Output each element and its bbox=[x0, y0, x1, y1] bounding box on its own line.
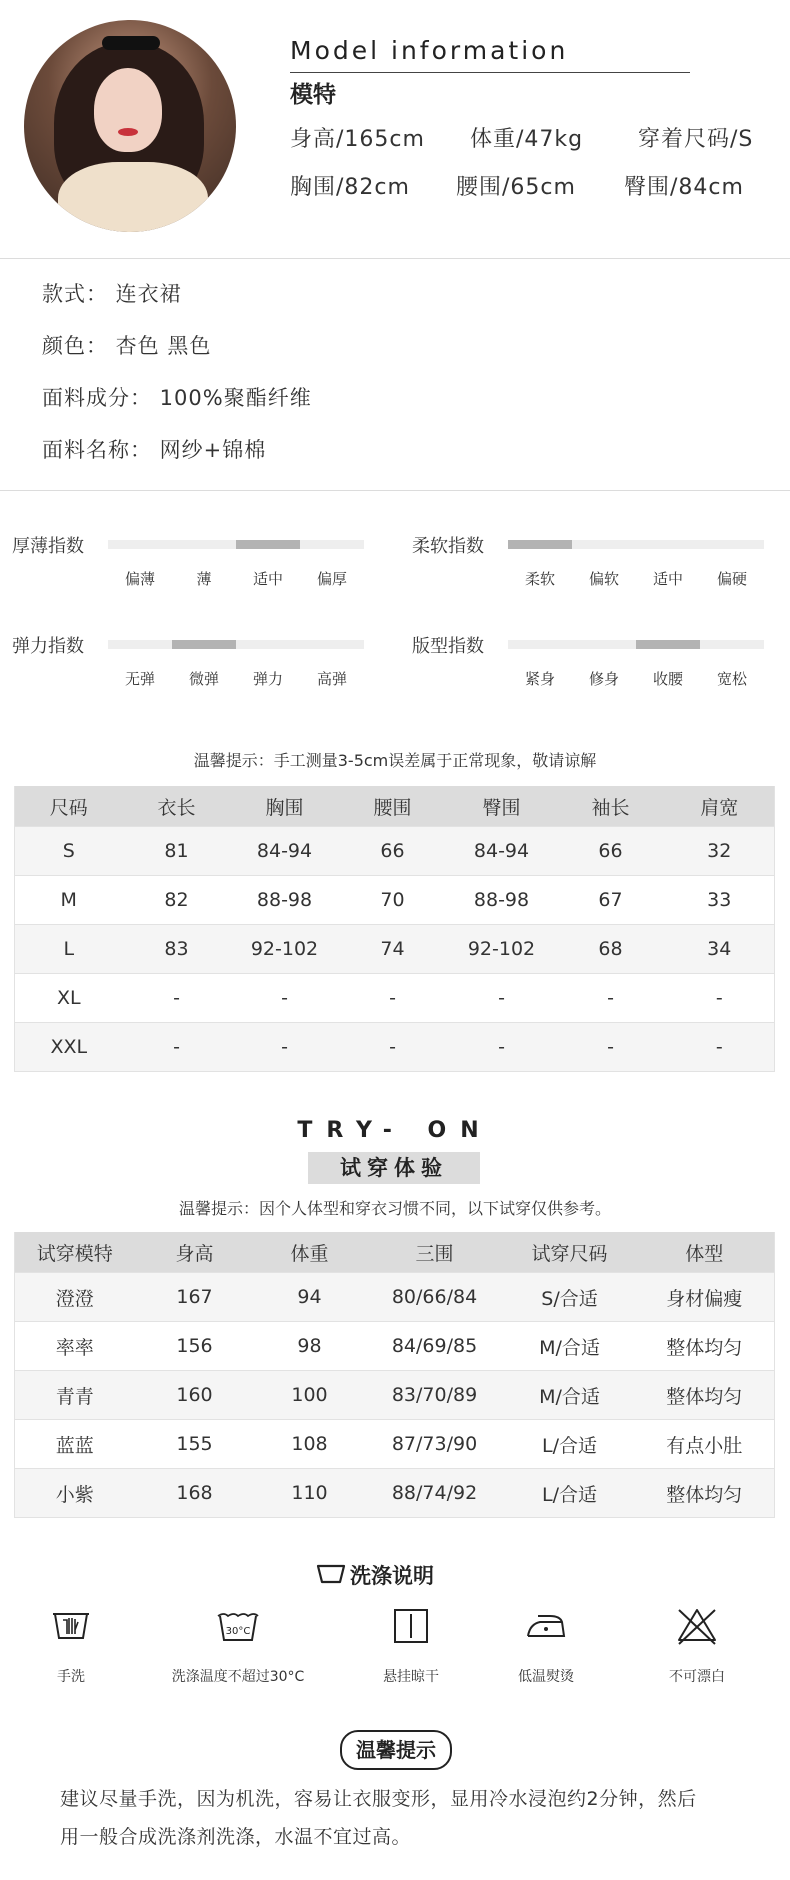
index-option: 弹力 bbox=[252, 670, 283, 688]
table-cell: 小紫 bbox=[15, 1469, 135, 1518]
table-header-cell: 体型 bbox=[635, 1232, 775, 1273]
wash-title-text: 洗涤说明 bbox=[350, 1564, 434, 1588]
table-cell: M/合适 bbox=[505, 1322, 635, 1371]
index-selected-marker bbox=[508, 540, 572, 549]
tryon-table bbox=[14, 1232, 775, 1518]
index-track bbox=[508, 640, 764, 649]
table-row bbox=[15, 1023, 775, 1072]
table-cell: 110 bbox=[255, 1469, 365, 1518]
wash-item-hand bbox=[0, 1606, 151, 1686]
table-cell: 81 bbox=[123, 827, 231, 876]
wash-item-temp bbox=[158, 1606, 318, 1686]
table-cell: - bbox=[231, 1023, 339, 1072]
table-cell: M bbox=[15, 876, 123, 925]
table-cell: 82 bbox=[123, 876, 231, 925]
table-cell: 68 bbox=[557, 925, 665, 974]
index-option: 偏厚 bbox=[316, 570, 347, 588]
table-cell: S/合适 bbox=[505, 1273, 635, 1322]
index-option: 偏硬 bbox=[716, 570, 747, 588]
table-header-cell: 试穿模特 bbox=[15, 1232, 135, 1273]
index-label: 厚薄指数 bbox=[12, 536, 84, 557]
tip-text bbox=[60, 1780, 750, 1856]
table-cell: XXL bbox=[15, 1023, 123, 1072]
table-cell: S bbox=[15, 827, 123, 876]
table-cell: - bbox=[447, 1023, 557, 1072]
index-option: 薄 bbox=[196, 570, 212, 588]
model-subtitle: 模特 bbox=[290, 82, 336, 108]
wash-temp-badge: 30°C bbox=[225, 1626, 251, 1637]
table-cell: 94 bbox=[255, 1273, 365, 1322]
model-size: 穿着尺码/S bbox=[638, 127, 754, 152]
index-track bbox=[508, 540, 764, 549]
index-label: 弹力指数 bbox=[12, 636, 84, 657]
model-title-underline bbox=[290, 72, 690, 73]
table-cell: 92-102 bbox=[231, 925, 339, 974]
table-header-cell: 身高 bbox=[135, 1232, 255, 1273]
table-row bbox=[15, 1322, 775, 1371]
table-header-cell: 袖长 bbox=[557, 786, 665, 827]
table-header-cell: 胸围 bbox=[231, 786, 339, 827]
wash-item-bleach bbox=[617, 1606, 777, 1686]
table-cell: 108 bbox=[255, 1420, 365, 1469]
table-header-cell: 试穿尺码 bbox=[505, 1232, 635, 1273]
index-option: 无弹 bbox=[124, 670, 155, 688]
table-cell: 156 bbox=[135, 1322, 255, 1371]
table-cell: L/合适 bbox=[505, 1420, 635, 1469]
table-cell: 155 bbox=[135, 1420, 255, 1469]
table-cell: 100 bbox=[255, 1371, 365, 1420]
tryon-note: 温馨提示：因个人体型和穿衣习惯不同，以下试穿仅供参考。 bbox=[178, 1199, 611, 1218]
table-cell: - bbox=[557, 1023, 665, 1072]
table-header-cell: 三围 bbox=[365, 1232, 505, 1273]
table-cell: 34 bbox=[665, 925, 775, 974]
table-cell: - bbox=[339, 1023, 447, 1072]
index-option: 紧身 bbox=[524, 670, 555, 688]
index-track bbox=[108, 540, 364, 549]
table-cell: 整体均匀 bbox=[635, 1371, 775, 1420]
index-option: 高弹 bbox=[316, 670, 347, 688]
wash-label: 手洗 bbox=[57, 1669, 85, 1685]
hang-dry-icon bbox=[389, 1606, 433, 1646]
index-selected-marker bbox=[236, 540, 300, 549]
index-selected-marker bbox=[636, 640, 700, 649]
table-header-cell: 臀围 bbox=[447, 786, 557, 827]
table-header-cell: 衣长 bbox=[123, 786, 231, 827]
index-option: 偏软 bbox=[588, 570, 619, 588]
table-cell: - bbox=[665, 1023, 775, 1072]
model-hip: 臀围/84cm bbox=[624, 175, 744, 200]
size-table bbox=[14, 786, 775, 1072]
table-cell: 84-94 bbox=[447, 827, 557, 876]
table-row bbox=[15, 1469, 775, 1518]
index-option: 偏薄 bbox=[124, 570, 155, 588]
table-cell: 澄澄 bbox=[15, 1273, 135, 1322]
table-cell: L/合适 bbox=[505, 1469, 635, 1518]
table-cell: 整体均匀 bbox=[635, 1322, 775, 1371]
product-style: 款式： 连衣裙 bbox=[42, 282, 182, 306]
table-header-cell: 体重 bbox=[255, 1232, 365, 1273]
wash-label: 不可漂白 bbox=[669, 1669, 725, 1685]
index-label: 柔软指数 bbox=[412, 536, 484, 557]
wash-item-iron bbox=[466, 1606, 626, 1686]
table-cell: 蓝蓝 bbox=[15, 1420, 135, 1469]
model-weight: 体重/47kg bbox=[470, 127, 584, 152]
table-row bbox=[15, 1273, 775, 1322]
table-row bbox=[15, 925, 775, 974]
table-row bbox=[15, 827, 775, 876]
table-cell: 有点小肚 bbox=[635, 1420, 775, 1469]
table-cell: 74 bbox=[339, 925, 447, 974]
table-cell: - bbox=[447, 974, 557, 1023]
wash-label: 悬挂晾干 bbox=[383, 1669, 439, 1685]
table-cell: - bbox=[123, 974, 231, 1023]
table-row bbox=[15, 974, 775, 1023]
index-option: 柔软 bbox=[524, 570, 555, 588]
index-selected-marker bbox=[172, 640, 236, 649]
index-option: 收腰 bbox=[652, 670, 683, 688]
table-cell: 167 bbox=[135, 1273, 255, 1322]
table-row bbox=[15, 876, 775, 925]
table-cell: 80/66/84 bbox=[365, 1273, 505, 1322]
table-cell: - bbox=[231, 974, 339, 1023]
wash-title bbox=[316, 1560, 434, 1590]
index-option: 微弹 bbox=[188, 670, 219, 688]
low-iron-icon bbox=[524, 1606, 568, 1646]
table-cell: 168 bbox=[135, 1469, 255, 1518]
model-info-title: Model information bbox=[290, 36, 569, 65]
table-cell: 92-102 bbox=[447, 925, 557, 974]
table-cell: - bbox=[339, 974, 447, 1023]
table-cell: 身材偏瘦 bbox=[635, 1273, 775, 1322]
table-row bbox=[15, 1420, 775, 1469]
table-cell: 88/74/92 bbox=[365, 1469, 505, 1518]
size-note: 温馨提示：手工测量3-5cm误差属于正常现象，敬请谅解 bbox=[193, 751, 597, 770]
table-cell: 32 bbox=[665, 827, 775, 876]
wash-temp-icon bbox=[216, 1606, 260, 1646]
table-cell: 84-94 bbox=[231, 827, 339, 876]
product-fabric-name: 面料名称： 网纱+锦棉 bbox=[42, 438, 267, 462]
table-cell: 66 bbox=[339, 827, 447, 876]
wash-label: 洗涤温度不超过30°C bbox=[171, 1669, 305, 1685]
hand-wash-icon bbox=[49, 1606, 93, 1646]
table-row bbox=[15, 1371, 775, 1420]
no-bleach-icon bbox=[675, 1606, 719, 1646]
index-track bbox=[108, 640, 364, 649]
index-option: 修身 bbox=[588, 670, 619, 688]
divider bbox=[0, 490, 790, 491]
table-cell: 整体均匀 bbox=[635, 1469, 775, 1518]
index-option: 适中 bbox=[652, 570, 683, 588]
index-option: 适中 bbox=[252, 570, 283, 588]
model-height: 身高/165cm bbox=[290, 127, 425, 152]
table-cell: 88-98 bbox=[231, 876, 339, 925]
tip-title: 温馨提示 bbox=[340, 1730, 452, 1770]
table-cell: - bbox=[123, 1023, 231, 1072]
product-fabric: 面料成分： 100%聚酯纤维 bbox=[42, 386, 312, 410]
table-header-cell: 肩宽 bbox=[665, 786, 775, 827]
model-bust: 胸围/82cm bbox=[290, 175, 410, 200]
table-cell: 84/69/85 bbox=[365, 1322, 505, 1371]
tip-line-2: 用一般合成洗涤剂洗涤，水温不宜过高。 bbox=[60, 1826, 412, 1848]
tryon-subtitle: 试穿体验 bbox=[308, 1152, 480, 1184]
tip-line-1: 建议尽量手洗，因为机洗，容易让衣服变形，显用冷水浸泡约2分钟，然后 bbox=[60, 1788, 697, 1810]
table-header-cell: 腰围 bbox=[339, 786, 447, 827]
model-waist: 腰围/65cm bbox=[456, 175, 576, 200]
table-cell: 160 bbox=[135, 1371, 255, 1420]
tryon-title: TRY- ON bbox=[297, 1118, 493, 1143]
table-cell: 率率 bbox=[15, 1322, 135, 1371]
product-color: 颜色： 杏色 黑色 bbox=[42, 334, 212, 358]
wash-label: 低温熨烫 bbox=[518, 1669, 574, 1685]
table-cell: 87/73/90 bbox=[365, 1420, 505, 1469]
table-cell: 83/70/89 bbox=[365, 1371, 505, 1420]
table-cell: XL bbox=[15, 974, 123, 1023]
table-cell: - bbox=[557, 974, 665, 1023]
table-cell: M/合适 bbox=[505, 1371, 635, 1420]
table-cell: 青青 bbox=[15, 1371, 135, 1420]
table-cell: 66 bbox=[557, 827, 665, 876]
table-cell: 83 bbox=[123, 925, 231, 974]
table-cell: 67 bbox=[557, 876, 665, 925]
model-photo bbox=[24, 20, 236, 232]
table-header-cell: 尺码 bbox=[15, 786, 123, 827]
table-cell: L bbox=[15, 925, 123, 974]
table-cell: 88-98 bbox=[447, 876, 557, 925]
table-cell: - bbox=[665, 974, 775, 1023]
index-label: 版型指数 bbox=[412, 636, 484, 657]
table-cell: 98 bbox=[255, 1322, 365, 1371]
index-option: 宽松 bbox=[716, 670, 747, 688]
basin-icon bbox=[316, 1562, 346, 1586]
table-cell: 33 bbox=[665, 876, 775, 925]
divider bbox=[0, 258, 790, 259]
table-cell: 70 bbox=[339, 876, 447, 925]
